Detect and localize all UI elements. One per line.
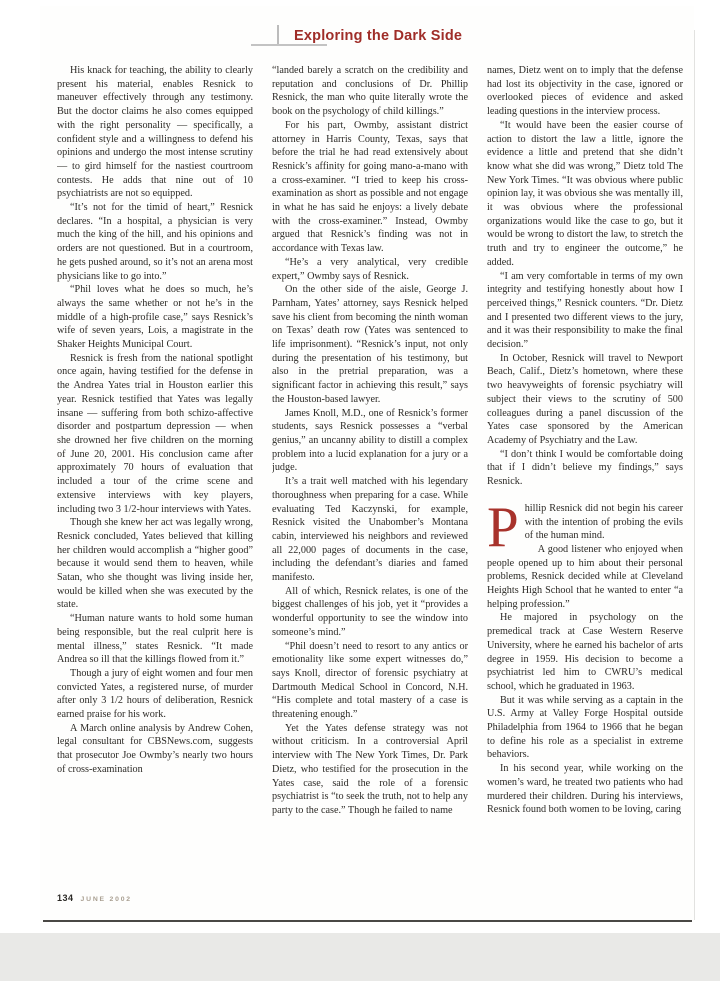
paragraph: “landed barely a scratch on the credibility and reputation and conclusions of Dr. Phillip Resnick, the man who quite literally wrote the book on the psychology of child killings.”	[272, 65, 468, 118]
paragraph: For his part, Owmby, assistant district attorney in Harris County, Texas, says that before the trial he had read extensively about Resnick’s affinity for going mano-a-mano with a cross-examiner. “I tried to keep his cross-examination as short as possible and not engage in what he has said he enjoys: a lively debate with the cross-examiner.” Instead, Owmby argued that Resnick’s finding was not in accordance with Texas law.	[272, 119, 468, 255]
paragraph: “It would have been the easier course of action to distort the law a little, ignore the evidence a little and pretend that she didn’t know what she did was wrong,” Dietz told The New York Times. “It was obvious where public opinion lay, it was obvious she was mentally ill, it was obvious where the professional organizations would like the case to go, but it would be wrong to distort the law, to stretch the truth and try to engineer the outcome,” he added.	[487, 119, 683, 268]
dropcap-letter: P	[487, 495, 519, 559]
paragraph: “He’s a very analytical, very credible expert,” Owmby says of Resnick.	[272, 256, 468, 282]
paragraph: But it was while serving as a captain in the U.S. Army at Valley Forge Hospital outside Philadelphia from 1964 to 1966 that he began to define his role as a specialist in extreme behaviors.	[487, 694, 683, 761]
paragraph: “Phil loves what he does so much, he’s always the same whether or not he’s in the middle of a high-profile case,” says Resnick’s wife of seven years, Lois, a magistrate in the Shaker Heights Municipal Court.	[57, 284, 253, 351]
text-column-1	[57, 64, 253, 882]
paragraph: “It’s not for the timid of heart,” Resnick declares. “In a hospital, a physician is very much the king of the hill, and his opinions and orders are not questioned. But in a courtroom, he gets pushed around, so it’s not an arena most physicians like to go into.”	[57, 202, 253, 282]
dropcap-paragraph-text: hillip Resnick did not begin his career with the intention of probing the evils of the human mind.	[524, 502, 683, 542]
paragraph: Resnick is fresh from the national spotlight once again, having testified for the defense in the Andrea Yates trial in Houston earlier this year. Resnick testified that Yates was legally insane — suffering from both schizo-affective disorder and postpartum depression — when she drowned her five children on the morning of June 20, 2001. His conclusion came after approximately 70 hours of evaluation that included a tour of the crime scene and extensive interviews with key players, including two 3 1/2-hour interviews with Yates.	[57, 352, 253, 515]
paragraph: His knack for teaching, the ability to clearly present his material, enables Resnick to maneuver effectively through any testimony. But the doctor claims he also comes equipped with the right personality — specifically, a confident style and a willingness to defend his opinions and undergo the most intense scrutiny — to gird himself for the nastiest courtroom contests. He adds that nine out of 10 psychiatrists are not so equipped.	[57, 65, 253, 200]
paragraph: He majored in psychology on the premedical track at Case Western Reserve University, where he earned his bachelor of arts degree in 1959. His decision to become a psychiatrist led him to CWRU’s medical school, which he graduated in 1963.	[487, 612, 683, 692]
paragraph: It’s a trait well matched with his legendary thoroughness when preparing for a case. While evaluating Ted Kaczynski, for example, Resnick visited the Unabomber’s Montana cabin, interviewed his neighbors and reviewed all 22,000 pages of documents in the case, including the defendant’s diaries and famed manifesto.	[272, 476, 468, 584]
paragraph: On the other side of the aisle, George J. Parnham, Yates’ attorney, says Resnick helped save his client from becoming the ninth woman on Texas’ death row (Yates was sentenced to life imprisonment). “Resnick’s input, not only during the presentation of his testimony, but also in the pretrial preparation, was a significant factor in achieving this result,” says the Houston-based lawyer.	[272, 284, 468, 405]
paragraph: A good listener who enjoyed when people opened up to him about their personal problems, Resnick decided while at Cleveland Heights High School that he wanted to enter “a helping profession.”	[487, 543, 683, 610]
text-column-3-top	[487, 64, 683, 489]
paragraph: In October, Resnick will travel to Newport Beach, Calif., Dietz’s hometown, where these two heavyweights of forensic psychiatry will subject their views to the scrutiny of 500 colleagues during a panel discussion of the Yates case sponsored by the American Academy of Psychiatry and the Law.	[487, 352, 683, 446]
issue-date: JUNE 2002	[80, 896, 132, 903]
paragraph: James Knoll, M.D., one of Resnick’s former students, says Resnick possesses a “verbal genius,” an uncanny ability to distill a complex problem into a lucid explanation for a jury or a judge.	[272, 407, 468, 474]
paragraph: “Human nature wants to hold some human being responsible, but the real culprit here is mental illness,” states Resnick. “It made Andrea so ill that the killings flowed from it.”	[57, 613, 253, 666]
paragraph: “Phil doesn’t need to resort to any antics or emotionality like some expert witnesses do,” says Knoll, director of forensic psychiatry at Dartmouth Medical School in Concord, N.H. “His complete and total mastery of a case is threatening enough.”	[272, 640, 468, 721]
paragraph: Though she knew her act was legally wrong, Resnick concluded, Yates believed that killing her children would accomplish a “higher good” because it would send them to heaven, while Satan, who she thought was living inside her, would be killed when she was executed by the state.	[57, 517, 253, 611]
paragraph: A March online analysis by Andrew Cohen, legal consultant for CBSNews.com, suggests that prosecutor Joe Owmby’s nearly two hours of cross-examination	[57, 722, 253, 775]
page-right-edge-shadow	[694, 30, 695, 920]
text-column-2	[272, 64, 468, 882]
article-section-title: Exploring the Dark Side	[294, 28, 463, 44]
page-footer	[57, 888, 132, 906]
page-number: 134	[57, 893, 74, 903]
page-bottom-edge-line	[43, 920, 692, 922]
paragraph: “I am very comfortable in terms of my own integrity and testifying honestly about how I perceived things,” Resnick counters. “Dr. Dietz and I presented two different views to the jury, and it was their responsibility to make the final decision.”	[487, 270, 683, 351]
paragraph: All of which, Resnick relates, is one of the biggest challenges of his job, yet it “provides a wonderful opportunity to see the window into someone’s mind.”	[272, 585, 468, 638]
scan-background-band	[0, 933, 720, 981]
text-column-3	[487, 64, 683, 882]
paragraph: Though a jury of eight women and four men convicted Yates, a registered nurse, of murder after only 3 1/2 hours of deliberation, Resnick earned praise for his work.	[57, 667, 253, 721]
dropcap-paragraph	[487, 495, 683, 559]
header-corner-mark-vertical	[277, 25, 279, 45]
paragraph: In his second year, while working on the women’s ward, he treated two patients who had murdered their children. During his interviews, Resnick found both women to be loving, caring	[487, 763, 683, 816]
paragraph: Yet the Yates defense strategy was not without criticism. In a controversial April interview with The New York Times, Dr. Park Dietz, who testified for the prosecution in the Yates case, said the role of a forensic psychiatrist is “to seek the truth, not to help any party to the case.” Though he failed to name	[272, 722, 468, 816]
paragraph: names, Dietz went on to imply that the defense had lost its objectivity in the case, ignored or overlooked pieces of evidence and asked leading questions in the interview process.	[487, 65, 683, 118]
header-corner-mark-horizontal	[251, 44, 327, 46]
text-column-3-bottom	[487, 543, 683, 817]
paragraph: “I don’t think I would be comfortable doing that if I didn’t believe my findings,” says Resnick.	[487, 448, 683, 488]
